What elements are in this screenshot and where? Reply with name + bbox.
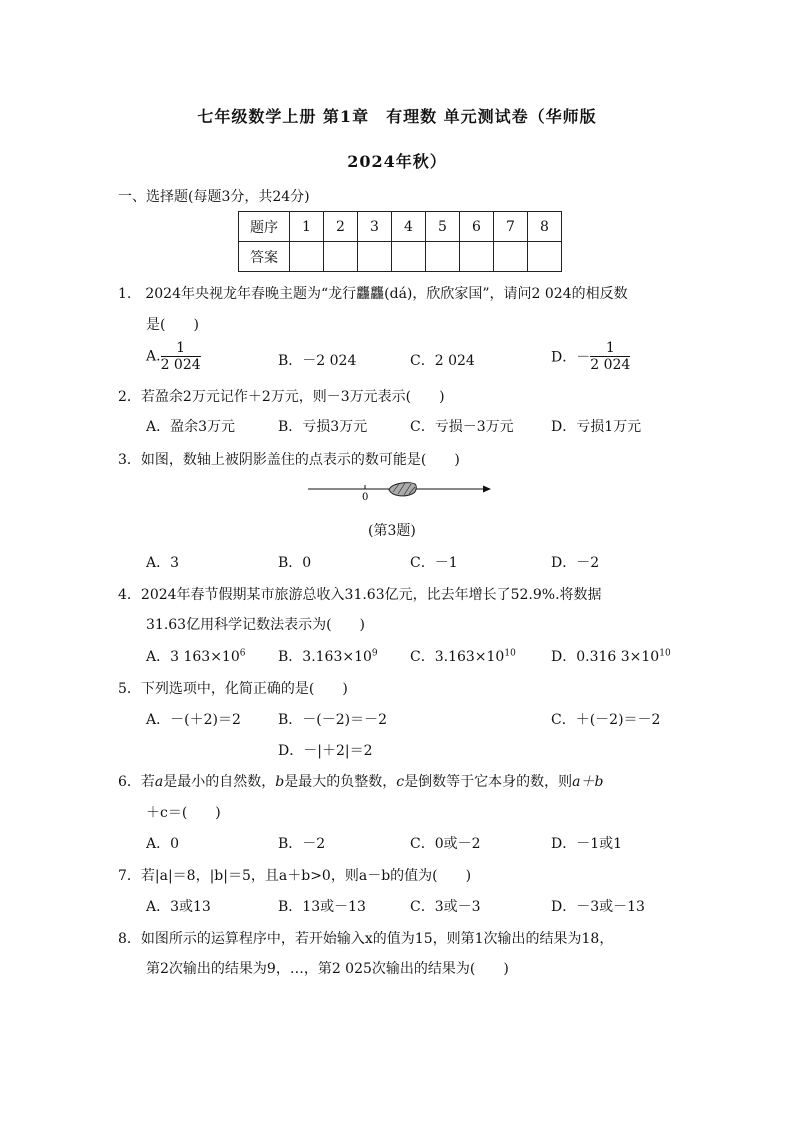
question-4-option-c bbox=[410, 646, 516, 666]
answer-blank-cell[interactable] bbox=[426, 242, 460, 272]
question-2-option-a: A．盈余3万元 bbox=[146, 419, 236, 435]
question-2-option-c: C．亏损－3万元 bbox=[410, 419, 514, 435]
number-line-figure bbox=[305, 476, 495, 502]
question-8-stem-continued: 第2次输出的结果为9，…，第2 025次输出的结果为( ) bbox=[146, 961, 509, 977]
question-7-stem: 7．若|a|＝8，|b|＝5，且a＋b>0，则a－b的值为( ) bbox=[118, 868, 472, 884]
variable-b: b bbox=[275, 774, 285, 790]
fraction-denominator: 2 024 bbox=[590, 357, 631, 374]
option-text: D．0.316 3×10 bbox=[551, 649, 660, 665]
question-5-option-a: A．－(＋2)＝2 bbox=[146, 712, 241, 728]
question-4-stem-continued: 31.63亿用科学记数法表示为( ) bbox=[146, 617, 366, 633]
stem-text: 是最小的自然数， bbox=[163, 774, 276, 790]
question-8-stem: 8．如图所示的运算程序中，若开始输入x的值为15，则第1次输出的结果为18， bbox=[118, 931, 614, 947]
question-6-option-c: C．0或－2 bbox=[410, 836, 481, 852]
exponent: 6 bbox=[239, 648, 246, 659]
table-cell-number: 3 bbox=[358, 212, 392, 242]
table-header-question-order: 题序 bbox=[239, 212, 290, 242]
question-1-stem-continued: 是( ) bbox=[146, 317, 199, 333]
question-7-option-c: C．3或－3 bbox=[410, 899, 481, 915]
option-text: C．3.163×10 bbox=[410, 649, 505, 665]
fraction bbox=[590, 340, 630, 373]
variable-a: a bbox=[154, 774, 164, 790]
table-cell-number: 4 bbox=[392, 212, 426, 242]
question-6-option-a: A．0 bbox=[146, 836, 180, 852]
answer-table-answer-row bbox=[239, 242, 562, 272]
answer-blank-cell[interactable] bbox=[528, 242, 562, 272]
answer-blank-cell[interactable] bbox=[324, 242, 358, 272]
table-cell-number: 6 bbox=[460, 212, 494, 242]
question-2-option-b: B．亏损3万元 bbox=[278, 419, 368, 435]
question-4-option-a bbox=[146, 646, 245, 666]
expression: a＋b bbox=[572, 774, 604, 790]
option-label: D．－ bbox=[551, 349, 591, 366]
arrow-icon bbox=[483, 486, 491, 493]
variable-c: c bbox=[396, 774, 405, 790]
page-title: 七年级数学上册 第1章 有理数 单元测试卷（华师版 bbox=[197, 107, 597, 126]
question-3-option-d: D．－2 bbox=[551, 555, 600, 571]
question-3-figure-caption: (第3题) bbox=[368, 523, 416, 539]
question-6-option-d: D．－1或1 bbox=[551, 836, 623, 852]
table-cell-number: 5 bbox=[426, 212, 460, 242]
question-4-option-d bbox=[551, 646, 671, 666]
section-heading: 一、选择题(每题3分，共24分) bbox=[118, 189, 310, 205]
question-7-option-b: B．13或－13 bbox=[278, 899, 366, 915]
answer-blank-cell[interactable] bbox=[290, 242, 324, 272]
option-label: A. bbox=[146, 348, 161, 365]
question-1-option-a bbox=[146, 340, 201, 373]
question-7-option-d: D．－3或－13 bbox=[551, 899, 645, 915]
table-cell-number: 2 bbox=[324, 212, 358, 242]
answer-blank-cell[interactable] bbox=[358, 242, 392, 272]
question-5-option-c: C．＋(－2)＝－2 bbox=[551, 712, 661, 728]
page-title-continued: 2024年秋） bbox=[347, 152, 447, 171]
answer-table bbox=[238, 211, 562, 272]
stem-text: 6．若 bbox=[118, 774, 155, 790]
answer-blank-cell[interactable] bbox=[460, 242, 494, 272]
option-text: A．3 163×10 bbox=[146, 649, 240, 665]
question-5-option-d: D．－|＋2|＝2 bbox=[278, 743, 373, 759]
question-7-option-a: A．3或13 bbox=[146, 899, 211, 915]
stem-text: 是最大的负整数， bbox=[284, 774, 397, 790]
fraction bbox=[161, 340, 201, 373]
table-cell-number: 1 bbox=[290, 212, 324, 242]
question-6-option-b: B．－2 bbox=[278, 836, 326, 852]
fraction-denominator: 2 024 bbox=[160, 357, 201, 374]
question-1-stem: 1. 2024年央视龙年春晚主题为“龙行龘龘(dá)，欣欣家国”，请问2 024的相反数 bbox=[118, 286, 628, 302]
stem-text: 是倒数等于它本身的数，则 bbox=[404, 774, 573, 790]
fraction-numerator: 1 bbox=[161, 340, 201, 357]
table-cell-number: 8 bbox=[528, 212, 562, 242]
exponent: 9 bbox=[371, 648, 378, 659]
table-header-answer: 答案 bbox=[239, 242, 290, 272]
question-4-stem: 4．2024年春节假期某市旅游总收入31.63亿元，比去年增长了52.9%.将数据 bbox=[118, 587, 602, 603]
answer-table-number-row bbox=[239, 212, 562, 242]
table-cell-number: 7 bbox=[494, 212, 528, 242]
question-6-stem bbox=[118, 771, 603, 791]
question-3-option-a: A．3 bbox=[146, 555, 180, 571]
question-5-option-b: B．－(－2)＝－2 bbox=[278, 712, 388, 728]
question-3-stem: 3．如图，数轴上被阴影盖住的点表示的数可能是( ) bbox=[118, 452, 460, 468]
question-4-option-b bbox=[278, 646, 378, 666]
question-1-option-b: B．－2 024 bbox=[278, 353, 357, 369]
exponent: 10 bbox=[659, 648, 671, 659]
option-text: B．3.163×10 bbox=[278, 649, 372, 665]
question-1-option-d bbox=[551, 340, 630, 373]
question-6-stem-continued: ＋c＝( ) bbox=[146, 805, 221, 821]
question-3-option-b: B．0 bbox=[278, 555, 312, 571]
question-3-option-c: C．－1 bbox=[410, 555, 458, 571]
origin-label: 0 bbox=[362, 492, 369, 502]
exponent: 10 bbox=[504, 648, 516, 659]
answer-blank-cell[interactable] bbox=[392, 242, 426, 272]
question-2-option-d: D．亏损1万元 bbox=[551, 419, 642, 435]
question-1-option-c: C．2 024 bbox=[410, 353, 475, 369]
shaded-blob-icon bbox=[389, 483, 416, 496]
question-2-stem: 2．若盈余2万元记作＋2万元，则－3万元表示( ) bbox=[118, 389, 445, 405]
question-5-stem: 5．下列选项中，化简正确的是( ) bbox=[118, 681, 348, 697]
answer-blank-cell[interactable] bbox=[494, 242, 528, 272]
fraction-numerator: 1 bbox=[590, 340, 630, 357]
